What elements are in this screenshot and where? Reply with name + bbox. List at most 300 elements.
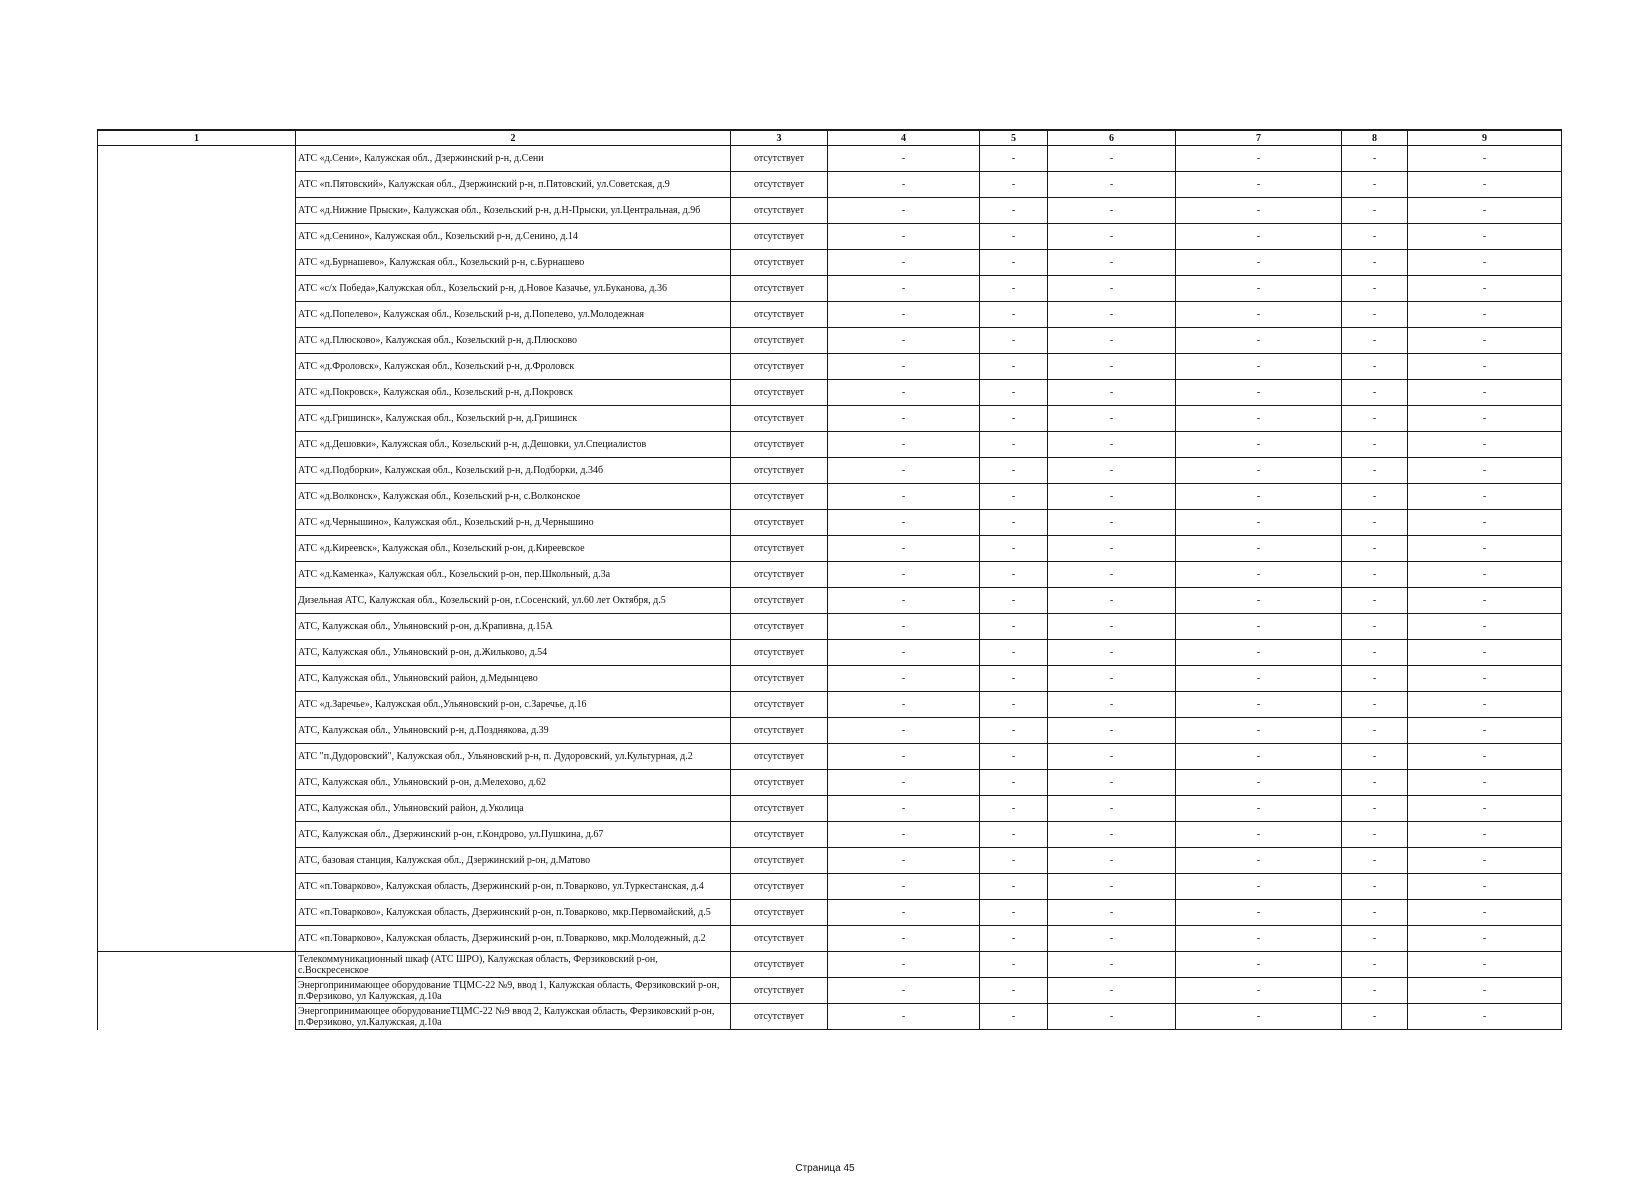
status-cell: отсутствует xyxy=(731,614,828,640)
object-description: АТС «д.Сенино», Калужская обл., Козельский р-н, д.Сенино, д.14 xyxy=(296,224,731,250)
header-row xyxy=(98,130,1562,146)
header-cell: 5 xyxy=(980,130,1048,146)
status-cell: отсутствует xyxy=(731,796,828,822)
dash-cell: - xyxy=(1408,744,1562,770)
dash-cell: - xyxy=(1342,900,1408,926)
dash-cell: - xyxy=(1408,562,1562,588)
dash-cell: - xyxy=(980,328,1048,354)
dash-cell: - xyxy=(1342,172,1408,198)
object-description: АТС, Калужская обл., Ульяновский р-он, д.Мелехово, д.62 xyxy=(296,770,731,796)
dash-cell: - xyxy=(980,198,1048,224)
dash-cell: - xyxy=(828,614,980,640)
dash-cell: - xyxy=(828,380,980,406)
dash-cell: - xyxy=(1408,926,1562,952)
group-cell xyxy=(98,172,296,198)
dash-cell: - xyxy=(1408,224,1562,250)
dash-cell: - xyxy=(1048,926,1176,952)
table-row xyxy=(98,380,1562,406)
dash-cell: - xyxy=(1176,718,1342,744)
dash-cell: - xyxy=(1176,640,1342,666)
dash-cell: - xyxy=(1408,666,1562,692)
dash-cell: - xyxy=(1048,354,1176,380)
dash-cell: - xyxy=(828,874,980,900)
dash-cell: - xyxy=(828,562,980,588)
dash-cell: - xyxy=(1048,432,1176,458)
dash-cell: - xyxy=(828,302,980,328)
dash-cell: - xyxy=(980,302,1048,328)
group-cell xyxy=(98,562,296,588)
status-cell: отсутствует xyxy=(731,822,828,848)
dash-cell: - xyxy=(1048,874,1176,900)
dash-cell: - xyxy=(1176,822,1342,848)
group-cell xyxy=(98,822,296,848)
table-row xyxy=(98,744,1562,770)
table-row xyxy=(98,146,1562,172)
dash-cell: - xyxy=(828,276,980,302)
dash-cell: - xyxy=(1176,692,1342,718)
header-cell: 4 xyxy=(828,130,980,146)
dash-cell: - xyxy=(1408,146,1562,172)
dash-cell: - xyxy=(1048,588,1176,614)
dash-cell: - xyxy=(980,146,1048,172)
dash-cell: - xyxy=(1048,640,1176,666)
group-cell xyxy=(98,458,296,484)
dash-cell: - xyxy=(1176,848,1342,874)
dash-cell: - xyxy=(1342,588,1408,614)
table-row xyxy=(98,874,1562,900)
header-cell: 3 xyxy=(731,130,828,146)
dash-cell: - xyxy=(1176,796,1342,822)
table-row xyxy=(98,900,1562,926)
group-cell xyxy=(98,926,296,952)
dash-cell: - xyxy=(1342,874,1408,900)
table-row xyxy=(98,562,1562,588)
status-cell: отсутствует xyxy=(731,458,828,484)
object-description: АТС, Калужская обл., Ульяновский район, д.Медынцево xyxy=(296,666,731,692)
dash-cell: - xyxy=(1408,900,1562,926)
group-cell xyxy=(98,640,296,666)
dash-cell: - xyxy=(1048,952,1176,978)
dash-cell: - xyxy=(980,744,1048,770)
group-cell xyxy=(98,276,296,302)
dash-cell: - xyxy=(1176,900,1342,926)
dash-cell: - xyxy=(980,588,1048,614)
dash-cell: - xyxy=(1048,328,1176,354)
dash-cell: - xyxy=(1408,822,1562,848)
dash-cell: - xyxy=(1342,380,1408,406)
dash-cell: - xyxy=(1176,432,1342,458)
object-description: АТС «д.Попелево», Калужская обл., Козельский р-н, д.Попелево, ул.Молодежная xyxy=(296,302,731,328)
dash-cell: - xyxy=(1048,822,1176,848)
dash-cell: - xyxy=(828,822,980,848)
header-cell: 7 xyxy=(1176,130,1342,146)
group-cell xyxy=(98,770,296,796)
group-cell xyxy=(98,250,296,276)
dash-cell: - xyxy=(1342,406,1408,432)
dash-cell: - xyxy=(1176,1004,1342,1030)
group-cell xyxy=(98,614,296,640)
dash-cell: - xyxy=(1176,588,1342,614)
status-cell: отсутствует xyxy=(731,588,828,614)
dash-cell: - xyxy=(1176,562,1342,588)
dash-cell: - xyxy=(1048,406,1176,432)
dash-cell: - xyxy=(1176,874,1342,900)
dash-cell: - xyxy=(1408,302,1562,328)
table-row xyxy=(98,536,1562,562)
group-cell xyxy=(98,198,296,224)
dash-cell: - xyxy=(828,666,980,692)
table-row xyxy=(98,302,1562,328)
header-cell: 1 xyxy=(98,130,296,146)
dash-cell: - xyxy=(980,562,1048,588)
dash-cell: - xyxy=(1176,770,1342,796)
object-description: АТС «д.Подборки», Калужская обл., Козельский р-н, д.Подборки, д.34б xyxy=(296,458,731,484)
group-cell xyxy=(98,380,296,406)
object-description: АТС «д.Каменка», Калужская обл., Козельский р-он, пер.Школьный, д.3а xyxy=(296,562,731,588)
dash-cell: - xyxy=(1176,484,1342,510)
group-cell xyxy=(98,666,296,692)
dash-cell: - xyxy=(828,770,980,796)
page-number: Страница 45 xyxy=(795,1163,855,1174)
dash-cell: - xyxy=(1048,848,1176,874)
object-description: АТС «д.Нижние Прыски», Калужская обл., Козельский р-н, д.Н-Прыски, ул.Центральная, д.9б xyxy=(296,198,731,224)
table-row xyxy=(98,822,1562,848)
object-description: АТС «д.Сени», Калужская обл., Дзержинский р-н, д.Сени xyxy=(296,146,731,172)
table-row xyxy=(98,250,1562,276)
object-description: АТС, Калужская обл., Ульяновский р-он, д.Крапивна, д.15А xyxy=(296,614,731,640)
group-cell xyxy=(98,328,296,354)
dash-cell: - xyxy=(1048,614,1176,640)
dash-cell: - xyxy=(1048,536,1176,562)
dash-cell: - xyxy=(1408,588,1562,614)
dash-cell: - xyxy=(1048,770,1176,796)
dash-cell: - xyxy=(1342,328,1408,354)
object-description: Энергопринимающее оборудованиеТЦМС-22 №9 ввод 2, Калужская область, Ферзиковский р-он, п.Ферзиково, ул.Калужская, д.10а xyxy=(296,1004,731,1030)
dash-cell: - xyxy=(980,172,1048,198)
dash-cell: - xyxy=(980,900,1048,926)
object-description: АТС «д.Дешовки», Калужская обл., Козельский р-н, д.Дешовки, ул.Специалистов xyxy=(296,432,731,458)
group-cell xyxy=(98,432,296,458)
status-cell: отсутствует xyxy=(731,952,828,978)
table-row xyxy=(98,588,1562,614)
table-row xyxy=(98,952,1562,978)
group-cell xyxy=(98,692,296,718)
dash-cell: - xyxy=(1176,978,1342,1004)
dash-cell: - xyxy=(1408,406,1562,432)
dash-cell: - xyxy=(1408,198,1562,224)
status-cell: отсутствует xyxy=(731,692,828,718)
object-description: АТС «д.Волконск», Калужская обл., Козельский р-н, с.Волконское xyxy=(296,484,731,510)
dash-cell: - xyxy=(1342,354,1408,380)
status-cell: отсутствует xyxy=(731,510,828,536)
table-row xyxy=(98,848,1562,874)
dash-cell: - xyxy=(1342,770,1408,796)
dash-cell: - xyxy=(1176,536,1342,562)
dash-cell: - xyxy=(1408,536,1562,562)
object-description: АТС "п.Дудоровский", Калужская обл., Ульяновский р-н, п. Дудоровский, ул.Культурная, д.2 xyxy=(296,744,731,770)
dash-cell: - xyxy=(1408,432,1562,458)
dash-cell: - xyxy=(1342,146,1408,172)
status-cell: отсутствует xyxy=(731,562,828,588)
dash-cell: - xyxy=(980,458,1048,484)
status-cell: отсутствует xyxy=(731,718,828,744)
table-row xyxy=(98,666,1562,692)
dash-cell: - xyxy=(828,588,980,614)
dash-cell: - xyxy=(980,276,1048,302)
dash-cell: - xyxy=(1408,614,1562,640)
status-cell: отсутствует xyxy=(731,406,828,432)
dash-cell: - xyxy=(1342,198,1408,224)
dash-cell: - xyxy=(1342,718,1408,744)
status-cell: отсутствует xyxy=(731,328,828,354)
dash-cell: - xyxy=(828,796,980,822)
dash-cell: - xyxy=(828,198,980,224)
object-description: АТС «д.Заречье», Калужская обл.,Ульяновский р-он, с.Заречье, д.16 xyxy=(296,692,731,718)
table-row xyxy=(98,458,1562,484)
dash-cell: - xyxy=(1048,1004,1176,1030)
dash-cell: - xyxy=(1048,484,1176,510)
dash-cell: - xyxy=(1176,744,1342,770)
status-cell: отсутствует xyxy=(731,926,828,952)
status-cell: отсутствует xyxy=(731,874,828,900)
dash-cell: - xyxy=(828,640,980,666)
dash-cell: - xyxy=(1408,770,1562,796)
dash-cell: - xyxy=(980,640,1048,666)
header-cell: 6 xyxy=(1048,130,1176,146)
object-description: АТС, Калужская обл., Дзержинский р-он, г.Кондрово, ул.Пушкина, д.67 xyxy=(296,822,731,848)
group-cell xyxy=(98,406,296,432)
dash-cell: - xyxy=(1408,354,1562,380)
document-sheet xyxy=(97,129,1561,1030)
dash-cell: - xyxy=(1176,614,1342,640)
group-cell xyxy=(98,848,296,874)
dash-cell: - xyxy=(1408,640,1562,666)
status-cell: отсутствует xyxy=(731,978,828,1004)
object-description: АТС «д.Фроловск», Калужская обл., Козельский р-н, д.Фроловск xyxy=(296,354,731,380)
dash-cell: - xyxy=(828,406,980,432)
status-cell: отсутствует xyxy=(731,172,828,198)
object-description: АТС «п.Товарково», Калужская область, Дзержинский р-он, п.Товарково, мкр.Первомайский, д.5 xyxy=(296,900,731,926)
dash-cell: - xyxy=(1342,744,1408,770)
dash-cell: - xyxy=(1176,926,1342,952)
dash-cell: - xyxy=(1048,666,1176,692)
dash-cell: - xyxy=(1176,172,1342,198)
dash-cell: - xyxy=(1408,458,1562,484)
dash-cell: - xyxy=(828,224,980,250)
object-description: АТС «д.Чернышино», Калужская обл., Козельский р-н, д.Чернышино xyxy=(296,510,731,536)
dash-cell: - xyxy=(980,666,1048,692)
dash-cell: - xyxy=(980,796,1048,822)
dash-cell: - xyxy=(1408,718,1562,744)
dash-cell: - xyxy=(828,510,980,536)
table-row xyxy=(98,224,1562,250)
table-row xyxy=(98,172,1562,198)
status-cell: отсутствует xyxy=(731,354,828,380)
dash-cell: - xyxy=(828,328,980,354)
dash-cell: - xyxy=(980,250,1048,276)
header-cell: 8 xyxy=(1342,130,1408,146)
dash-cell: - xyxy=(980,536,1048,562)
dash-cell: - xyxy=(1176,952,1342,978)
dash-cell: - xyxy=(1176,458,1342,484)
dash-cell: - xyxy=(1408,692,1562,718)
dash-cell: - xyxy=(1176,198,1342,224)
group-cell xyxy=(98,952,296,978)
group-cell xyxy=(98,536,296,562)
dash-cell: - xyxy=(828,536,980,562)
dash-cell: - xyxy=(1048,562,1176,588)
dash-cell: - xyxy=(1408,250,1562,276)
status-cell: отсутствует xyxy=(731,770,828,796)
table-row xyxy=(98,770,1562,796)
table-row xyxy=(98,796,1562,822)
object-description: АТС «п.Товарково», Калужская область, Дзержинский р-он, п.Товарково, ул.Туркестанская, д.4 xyxy=(296,874,731,900)
dash-cell: - xyxy=(1176,302,1342,328)
status-cell: отсутствует xyxy=(731,900,828,926)
dash-cell: - xyxy=(828,848,980,874)
object-description: АТС «п.Пятовский», Калужская обл., Дзержинский р-н, п.Пятовский, ул.Советская, д.9 xyxy=(296,172,731,198)
group-cell xyxy=(98,900,296,926)
table-row xyxy=(98,510,1562,536)
dash-cell: - xyxy=(1048,718,1176,744)
dash-cell: - xyxy=(1342,432,1408,458)
dash-cell: - xyxy=(1408,484,1562,510)
dash-cell: - xyxy=(828,458,980,484)
table-row xyxy=(98,978,1562,1004)
dash-cell: - xyxy=(1342,952,1408,978)
dash-cell: - xyxy=(828,744,980,770)
table-row xyxy=(98,484,1562,510)
dash-cell: - xyxy=(1408,328,1562,354)
object-description: АТС «д.Киреевск», Калужская обл., Козельский р-он, д.Киреевское xyxy=(296,536,731,562)
dash-cell: - xyxy=(1408,172,1562,198)
dash-cell: - xyxy=(980,822,1048,848)
dash-cell: - xyxy=(828,172,980,198)
dash-cell: - xyxy=(980,510,1048,536)
status-cell: отсутствует xyxy=(731,484,828,510)
dash-cell: - xyxy=(980,432,1048,458)
dash-cell: - xyxy=(828,718,980,744)
group-cell xyxy=(98,978,296,1004)
dash-cell: - xyxy=(1048,510,1176,536)
dash-cell: - xyxy=(980,926,1048,952)
table-row xyxy=(98,614,1562,640)
dash-cell: - xyxy=(828,900,980,926)
group-cell xyxy=(98,146,296,172)
status-cell: отсутствует xyxy=(731,198,828,224)
object-description: Энергопринимающее оборудование ТЦМС-22 №9, ввод 1, Калужская область, Ферзиковский р-он, п.Ферзиково, ул Калужская, д.10а xyxy=(296,978,731,1004)
group-cell xyxy=(98,796,296,822)
dash-cell: - xyxy=(1048,744,1176,770)
object-description: АТС, Калужская обл., Ульяновский р-он, д.Жильково, д.54 xyxy=(296,640,731,666)
dash-cell: - xyxy=(1408,1004,1562,1030)
dash-cell: - xyxy=(1048,380,1176,406)
group-cell xyxy=(98,874,296,900)
dash-cell: - xyxy=(980,224,1048,250)
object-description: АТС, Калужская обл., Ульяновский район, д.Уколица xyxy=(296,796,731,822)
dash-cell: - xyxy=(980,952,1048,978)
dash-cell: - xyxy=(1408,796,1562,822)
dash-cell: - xyxy=(1342,302,1408,328)
table-row xyxy=(98,692,1562,718)
dash-cell: - xyxy=(1048,302,1176,328)
table-row xyxy=(98,406,1562,432)
dash-cell: - xyxy=(1048,900,1176,926)
dash-cell: - xyxy=(1342,276,1408,302)
group-cell xyxy=(98,744,296,770)
dash-cell: - xyxy=(1048,198,1176,224)
dash-cell: - xyxy=(980,1004,1048,1030)
dash-cell: - xyxy=(828,952,980,978)
dash-cell: - xyxy=(980,614,1048,640)
dash-cell: - xyxy=(1342,796,1408,822)
table-row xyxy=(98,640,1562,666)
header-cell: 9 xyxy=(1408,130,1562,146)
dash-cell: - xyxy=(1342,250,1408,276)
dash-cell: - xyxy=(1408,510,1562,536)
object-description: Дизельная АТС, Калужская обл., Козельский р-он, г.Сосенский, ул.60 лет Октября, д.5 xyxy=(296,588,731,614)
dash-cell: - xyxy=(980,718,1048,744)
object-description: Телекоммуникационный шкаф (АТС ШРО), Калужская область, Ферзиковский р-он, с.Воскресенское xyxy=(296,952,731,978)
dash-cell: - xyxy=(1408,276,1562,302)
dash-cell: - xyxy=(980,484,1048,510)
dash-cell: - xyxy=(1048,978,1176,1004)
dash-cell: - xyxy=(1048,458,1176,484)
group-cell xyxy=(98,510,296,536)
group-cell xyxy=(98,224,296,250)
dash-cell: - xyxy=(980,406,1048,432)
table-row xyxy=(98,328,1562,354)
dash-cell: - xyxy=(1342,978,1408,1004)
header-cell: 2 xyxy=(296,130,731,146)
status-cell: отсутствует xyxy=(731,380,828,406)
group-cell xyxy=(98,354,296,380)
dash-cell: - xyxy=(1342,1004,1408,1030)
dash-cell: - xyxy=(828,432,980,458)
object-description: АТС «д.Бурнашево», Калужская обл., Козельский р-н, с.Бурнашево xyxy=(296,250,731,276)
dash-cell: - xyxy=(1342,484,1408,510)
dash-cell: - xyxy=(1342,848,1408,874)
table-row xyxy=(98,432,1562,458)
status-cell: отсутствует xyxy=(731,640,828,666)
object-description: АТС «п.Товарково», Калужская область, Дзержинский р-он, п.Товарково, мкр.Молодежный, д.2 xyxy=(296,926,731,952)
dash-cell: - xyxy=(828,146,980,172)
dash-cell: - xyxy=(1048,692,1176,718)
dash-cell: - xyxy=(1176,224,1342,250)
group-cell xyxy=(98,484,296,510)
dash-cell: - xyxy=(1176,276,1342,302)
dash-cell: - xyxy=(1408,952,1562,978)
dash-cell: - xyxy=(1408,978,1562,1004)
dash-cell: - xyxy=(828,484,980,510)
status-cell: отсутствует xyxy=(731,1004,828,1030)
dash-cell: - xyxy=(1048,224,1176,250)
dash-cell: - xyxy=(828,354,980,380)
dash-cell: - xyxy=(1342,692,1408,718)
dash-cell: - xyxy=(1176,380,1342,406)
dash-cell: - xyxy=(1408,380,1562,406)
status-cell: отсутствует xyxy=(731,250,828,276)
dash-cell: - xyxy=(1342,926,1408,952)
dash-cell: - xyxy=(1342,640,1408,666)
dash-cell: - xyxy=(980,848,1048,874)
table-row xyxy=(98,926,1562,952)
group-cell xyxy=(98,718,296,744)
dash-cell: - xyxy=(980,692,1048,718)
object-description: АТС «д.Покровск», Калужская обл., Козельский р-н, д.Покровск xyxy=(296,380,731,406)
dash-cell: - xyxy=(1176,666,1342,692)
dash-cell: - xyxy=(1176,250,1342,276)
